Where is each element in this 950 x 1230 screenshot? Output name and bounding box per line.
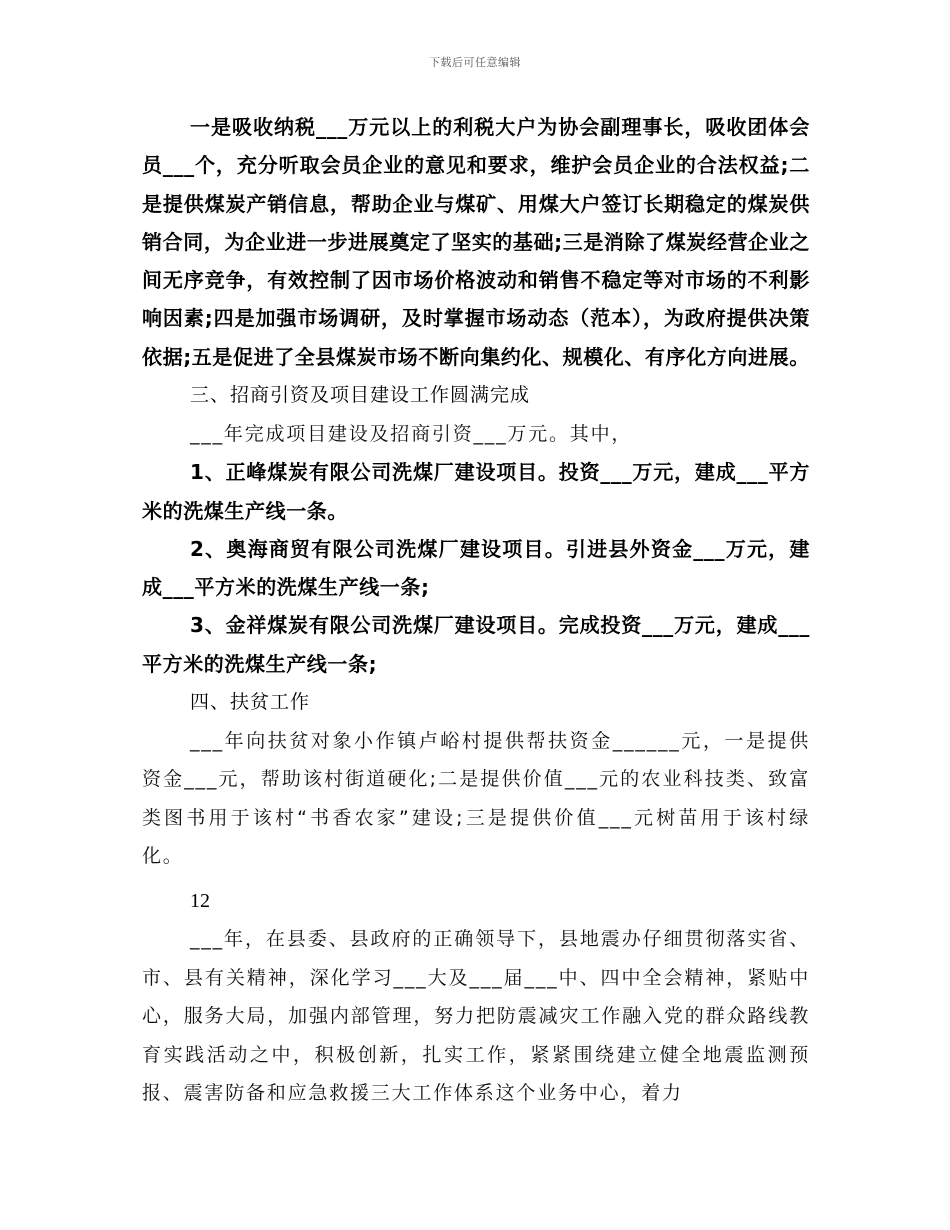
paragraph-association-work: 一是吸收纳税___万元以上的利税大户为协会副理事长，吸收团体会员___个，充分听取会员企业的意见和要求，维护会员企业的合法权益;二是提供煤炭产销信息，帮助企业与煤矿、用煤大户签订长期稳定的煤炭供销合同，为企业进一步进展奠定了坚实的基础;三是消除了煤炭经营企业之间无序竞争，有效控制了因市场价格波动和销售不稳定等对市场的不利影响因素;四是加强市场调研，及时掌握市场动态（范本），为政府提供决策依据;五是促进了全县煤炭市场不断向集约化、规模化、有序化方向进展。 <box>142 115 810 369</box>
section-heading-poverty: 四、扶贫工作 <box>190 691 311 714</box>
paragraph-earthquake-office: ___年，在县委、县政府的正确领导下，县地震办仔细贯彻落实省、市、县有关精神，深化学习___大及___届___中、四中全会精神，紧贴中心，服务大局，加强内部管理，努力把防震减灾工作融入党的群众路线教育实践活动之中，积极创新，扎实工作，紧紧围绕建立健全地震监测预报、震害防备和应急救援三大工作体系这个业务中心，着力 <box>142 928 810 1105</box>
section-number: 12 <box>190 890 210 913</box>
paragraph-investment-total: ___年完成项目建设及招商引资___万元。其中， <box>190 422 633 445</box>
paragraph-project-1: 1、正峰煤炭有限公司洗煤厂建设项目。投资___万元，建成___平方米的洗煤生产线一条。 <box>142 460 810 523</box>
paragraph-project-2: 2、奥海商贸有限公司洗煤厂建设项目。引进县外资金___万元，建成___平方米的洗煤生产线一条; <box>142 536 810 600</box>
document-body <box>142 108 810 1113</box>
page-header: 下载后可任意编辑 <box>429 56 521 69</box>
paragraph-project-3: 3、金祥煤炭有限公司洗煤厂建设项目。完成投资___万元，建成___平方米的洗煤生产线一条; <box>142 613 810 676</box>
section-heading-investment: 三、招商引资及项目建设工作圆满完成 <box>190 384 531 407</box>
paragraph-poverty-aid: ___年向扶贫对象小作镇卢峪村提供帮扶资金______元，一是提供资金___元，帮助该村街道硬化;二是提供价值___元的农业科技类、致富类图书用于该村“书香农家”建设;三是提供价值___元树苗用于该村绿化。 <box>142 729 810 868</box>
